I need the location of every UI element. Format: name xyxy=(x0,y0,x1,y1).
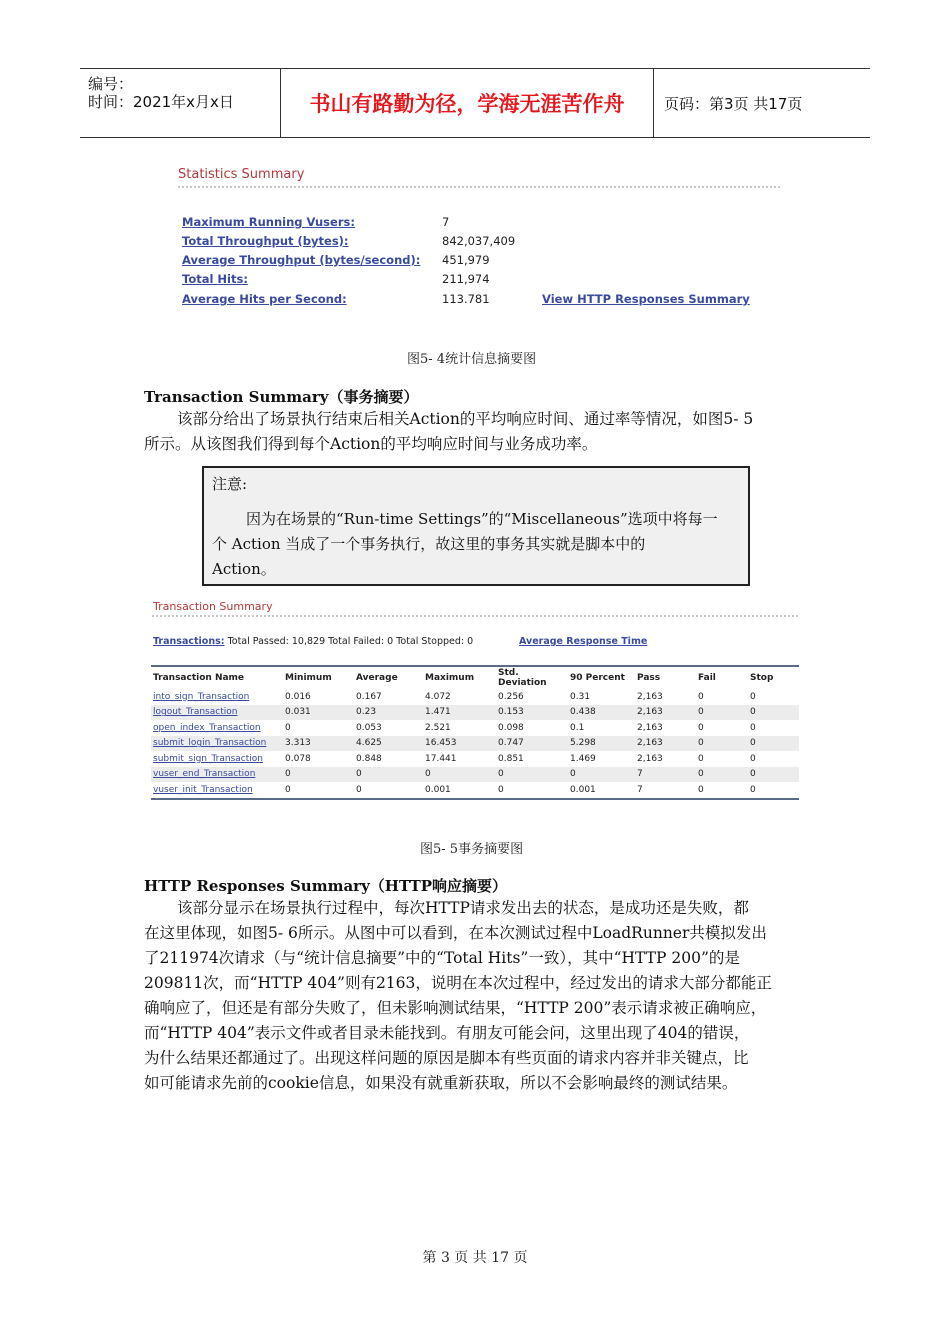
table-cell: 0 xyxy=(285,722,291,733)
transactions-totals-text: Total Passed: 10,829 Total Failed: 0 Total Stopped: 0 xyxy=(224,636,474,647)
table-cell: 0.851 xyxy=(498,753,524,764)
average-response-time-link[interactable]: Average Response Time xyxy=(519,636,648,647)
paragraph-line: 209811次，而“HTTP 404”则有2163，说明在本次过程中，经过发出的请求大部分都能正 xyxy=(144,974,772,992)
stats-label[interactable]: Maximum Running Vusers: xyxy=(182,215,355,229)
transaction-summary-figure xyxy=(150,598,800,804)
section-heading-transaction: Transaction Summary（事务摘要） xyxy=(144,388,419,406)
column-header: Average xyxy=(356,673,398,683)
table-row xyxy=(151,705,799,721)
table-cell: 0 xyxy=(356,769,362,780)
transactions-totals xyxy=(153,636,473,647)
table-cell: 0 xyxy=(698,722,704,733)
transaction-summary-title: Transaction Summary xyxy=(153,600,273,613)
stats-value: 7 xyxy=(442,215,450,229)
table-cell: 2,163 xyxy=(637,738,663,749)
transaction-name-link[interactable]: submit_login_Transaction xyxy=(153,738,267,749)
transaction-name-link[interactable]: submit_sign_Transaction xyxy=(153,753,263,764)
table-cell: 0.016 xyxy=(285,691,311,702)
table-cell: 0 xyxy=(698,769,704,780)
table-cell: 0 xyxy=(570,769,576,780)
header-page-info: 页码：第3页 共17页 xyxy=(664,94,803,113)
table-cell: 0.23 xyxy=(356,707,377,718)
table-cell: 0.747 xyxy=(498,738,524,749)
table-cell: 0 xyxy=(285,784,291,795)
section-heading-http: HTTP Responses Summary（HTTP响应摘要） xyxy=(144,877,508,895)
table-cell: 0.078 xyxy=(285,753,311,764)
transactions-link[interactable]: Transactions: xyxy=(153,636,225,647)
header-meta xyxy=(80,69,281,137)
table-row xyxy=(151,736,799,752)
table-cell: 0 xyxy=(356,784,362,795)
table-cell: 0 xyxy=(698,784,704,795)
divider xyxy=(178,186,780,188)
page-header xyxy=(80,68,870,138)
table-cell: 2.521 xyxy=(425,722,451,733)
number-label: 编号： xyxy=(88,75,134,93)
table-cell: 0 xyxy=(698,738,704,749)
stats-label[interactable]: Total Hits: xyxy=(182,272,248,286)
table-cell: 16.453 xyxy=(425,738,457,749)
stats-value: 211,974 xyxy=(442,272,490,286)
stats-value: 113.781 xyxy=(442,292,490,306)
table-cell: 0 xyxy=(750,753,756,764)
paragraph-line: 在这里体现，如图5- 6所示。从图中可以看到，在本次测试过程中LoadRunner共模拟发出 xyxy=(144,924,767,942)
header-motto: 书山有路勤为径，学海无涯苦作舟 xyxy=(281,69,654,137)
table-row xyxy=(151,767,799,783)
stats-label[interactable]: Average Throughput (bytes/second): xyxy=(182,253,421,267)
table-cell: 2,163 xyxy=(637,753,663,764)
column-header: Stop xyxy=(750,673,774,683)
table-cell: 0.031 xyxy=(285,707,311,718)
table-cell: 0 xyxy=(498,769,504,780)
table-cell: 0.053 xyxy=(356,722,382,733)
section-paragraph-transaction xyxy=(144,407,808,457)
table-cell: 0 xyxy=(698,691,704,702)
paragraph-line: 而“HTTP 404”表示文件或者目录未能找到。有朋友可能会问，这里出现了404的错误， xyxy=(144,1024,750,1042)
table-cell: 0 xyxy=(425,769,431,780)
transaction-name-link[interactable]: open_index_Transaction xyxy=(153,722,261,733)
paragraph-line: 所示。从该图我们得到每个Action的平均响应时间与业务成功率。 xyxy=(144,435,598,453)
stats-label[interactable]: Total Throughput (bytes): xyxy=(182,234,349,248)
column-header: Std. Deviation xyxy=(498,668,547,688)
table-cell: 0.31 xyxy=(570,691,591,702)
table-cell: 0.256 xyxy=(498,691,524,702)
table-cell: 5.298 xyxy=(570,738,596,749)
table-cell: 0.001 xyxy=(425,784,451,795)
table-cell: 2,163 xyxy=(637,707,663,718)
table-row xyxy=(151,720,799,736)
note-line: Action。 xyxy=(212,560,276,578)
page-footer: 第 3 页 共 17 页 xyxy=(422,1250,528,1266)
table-cell: 0 xyxy=(750,784,756,795)
statistics-summary-figure xyxy=(175,164,785,314)
figure-caption-1: 图5- 4统计信息摘要图 xyxy=(407,352,537,367)
table-row xyxy=(151,751,799,767)
table-cell: 0 xyxy=(750,738,756,749)
figure-caption-2: 图5- 5事务摘要图 xyxy=(420,842,524,857)
paragraph-line: 了211974次请求（与“统计信息摘要”中的“Total Hits”一致），其中“HTTP 200”的是 xyxy=(144,949,740,967)
table-cell: 0.848 xyxy=(356,753,382,764)
table-cell: 0 xyxy=(698,707,704,718)
statistics-summary-title: Statistics Summary xyxy=(178,167,305,182)
transaction-table xyxy=(151,665,799,800)
table-cell: 7 xyxy=(637,784,643,795)
divider xyxy=(152,615,798,617)
table-cell: 0 xyxy=(498,784,504,795)
table-cell: 0 xyxy=(750,722,756,733)
time-label: 时间：2021年x月x日 xyxy=(88,93,234,111)
table-cell: 4.625 xyxy=(356,738,382,749)
table-cell: 3.313 xyxy=(285,738,311,749)
paragraph-line: 该部分给出了场景执行结束后相关Action的平均响应时间、通过率等情况，如图5- 5 xyxy=(177,410,754,428)
table-cell: 0.153 xyxy=(498,707,524,718)
table-cell: 0.438 xyxy=(570,707,596,718)
table-cell: 7 xyxy=(637,769,643,780)
transaction-name-link[interactable]: logout_Transaction xyxy=(153,707,238,718)
note-line: 个 Action 当成了一个事务执行，故这里的事务其实就是脚本中的 xyxy=(212,535,646,553)
stats-value: 451,979 xyxy=(442,253,490,267)
table-cell: 0.001 xyxy=(570,784,596,795)
table-cell: 0.1 xyxy=(570,722,585,733)
view-http-responses-link[interactable]: View HTTP Responses Summary xyxy=(542,292,750,306)
transaction-name-link[interactable]: into_sign_Transaction xyxy=(153,691,250,702)
column-header: Transaction Name xyxy=(153,673,245,683)
section-paragraph-http xyxy=(144,896,808,1096)
paragraph-line: 为什么结果还都通过了。出现这样问题的原因是脚本有些页面的请求内容并非关键点，比 xyxy=(144,1049,749,1067)
table-cell: 0 xyxy=(285,769,291,780)
table-cell: 0 xyxy=(698,753,704,764)
table-cell: 2,163 xyxy=(637,691,663,702)
table-cell: 0.167 xyxy=(356,691,382,702)
paragraph-line: 该部分显示在场景执行过程中，每次HTTP请求发出去的状态，是成功还是失败，都 xyxy=(177,899,749,917)
table-cell: 1.471 xyxy=(425,707,451,718)
table-cell: 4.072 xyxy=(425,691,451,702)
table-cell: 17.441 xyxy=(425,753,457,764)
table-cell: 2,163 xyxy=(637,722,663,733)
note-title: 注意: xyxy=(212,475,248,493)
transaction-name-link[interactable]: vuser_init_Transaction xyxy=(153,784,253,795)
stats-label[interactable]: Average Hits per Second: xyxy=(182,292,347,306)
table-row xyxy=(151,689,799,705)
column-header: 90 Percent xyxy=(570,673,625,683)
paragraph-line: 确响应了，但还是有部分失败了，但未影响测试结果，“HTTP 200”表示请求被正确响应， xyxy=(144,999,767,1017)
note-line: 因为在场景的“Run-time Settings”的“Miscellaneous”选项中将每一 xyxy=(246,510,718,528)
table-cell: 0 xyxy=(750,691,756,702)
column-header: Pass xyxy=(637,673,661,683)
stats-value: 842,037,409 xyxy=(442,234,516,248)
transaction-name-link[interactable]: vuser_end_Transaction xyxy=(153,769,256,780)
table-cell: 1.469 xyxy=(570,753,596,764)
table-row xyxy=(151,782,799,799)
table-cell: 0 xyxy=(750,707,756,718)
table-header-row xyxy=(151,666,799,689)
table-cell: 0 xyxy=(750,769,756,780)
note-box xyxy=(202,466,750,586)
column-header: Fail xyxy=(698,673,716,683)
column-header: Minimum xyxy=(285,673,332,683)
paragraph-line: 如可能请求先前的cookie信息，如果没有就重新获取，所以不会影响最终的测试结果。 xyxy=(144,1074,738,1092)
table-cell: 0.098 xyxy=(498,722,524,733)
column-header: Maximum xyxy=(425,673,475,683)
